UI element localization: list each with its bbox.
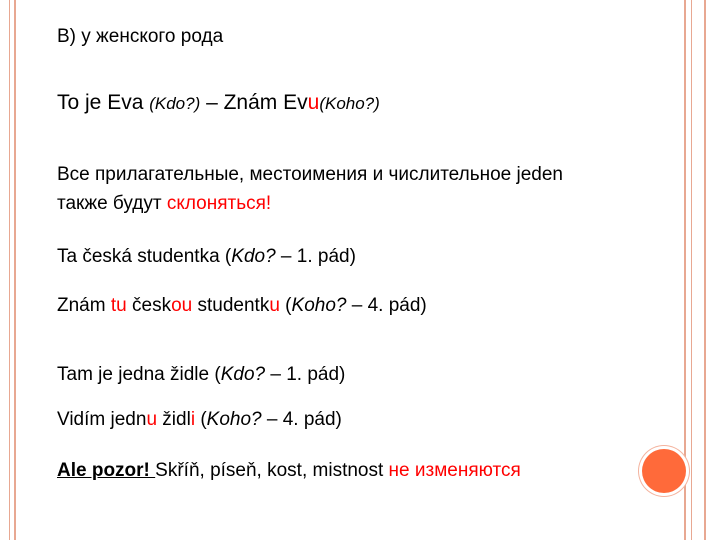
rule-line-2: также будут склоняться! — [57, 193, 272, 214]
example-eva: To je Eva (Kdo?) – Znám Evu(Koho?) — [57, 91, 380, 114]
note-line: Ale pozor! Skříň, píseň, kost, mistnost не изменяются — [57, 460, 521, 481]
orange-circle-decoration — [642, 449, 686, 493]
left-border-decoration — [0, 0, 16, 540]
rule-line-1: Все прилагательные, местоимения и числительное jeden — [57, 164, 563, 185]
example-studentka-nom: Ta česká studentka (Kdo? – 1. pád) — [57, 246, 356, 267]
example-zidle-nom: Tam je jedna židle (Kdo? – 1. pád) — [57, 364, 346, 385]
right-border-decoration — [684, 0, 720, 540]
example-studentka-acc: Znám tu českou studentku (Koho? – 4. pád) — [57, 295, 427, 316]
example-zidle-acc: Vidím jednu židli (Koho? – 4. pád) — [57, 409, 342, 430]
slide-heading: B) у женского рода — [57, 26, 224, 47]
